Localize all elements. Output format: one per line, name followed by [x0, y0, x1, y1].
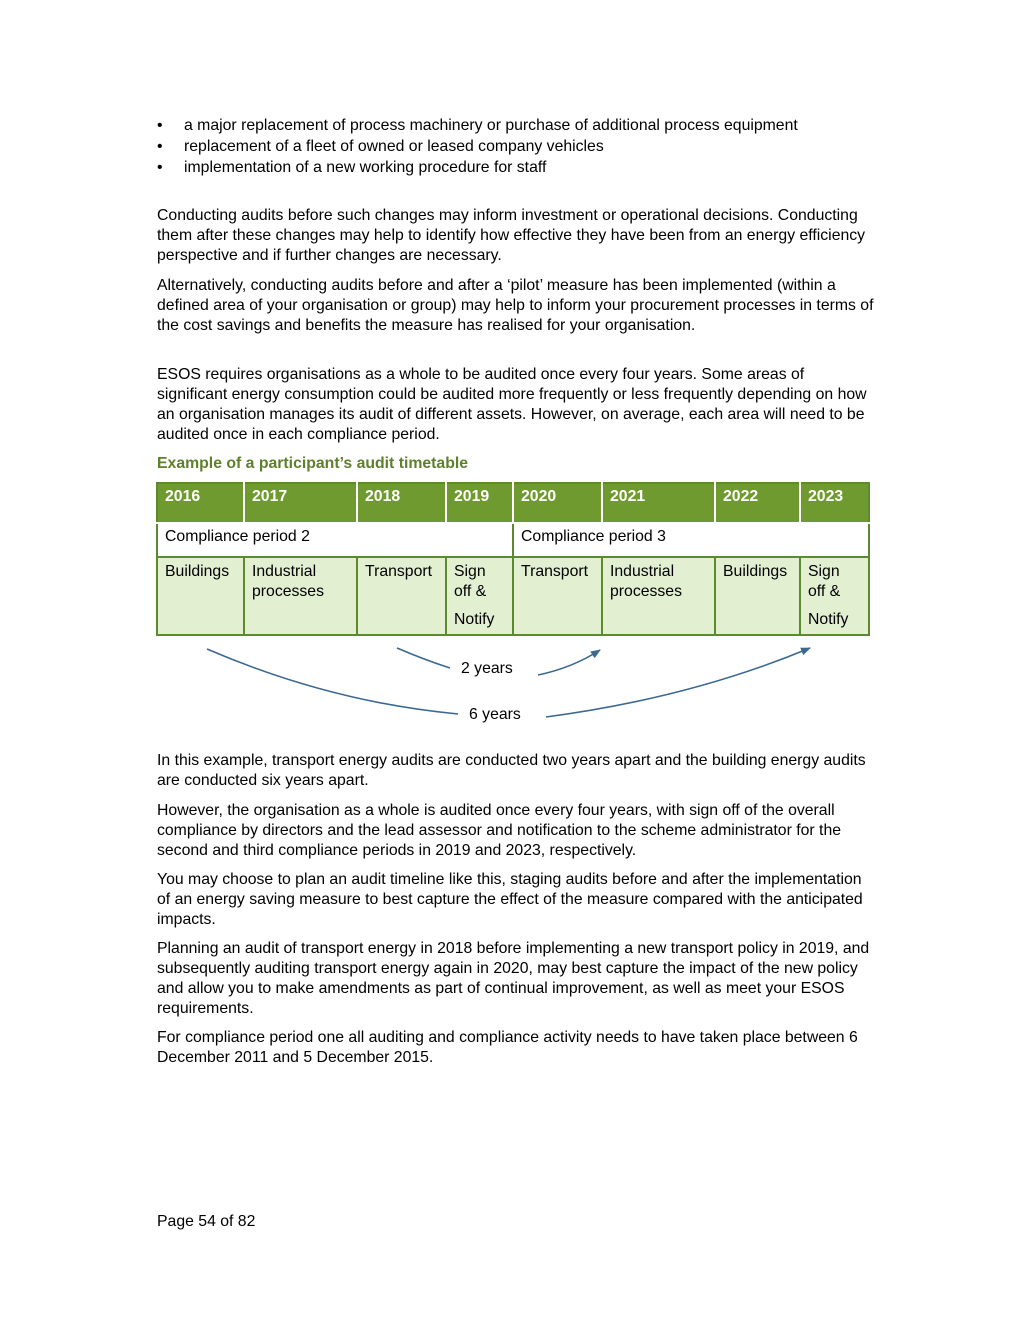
- two-year-arrow-right: [538, 650, 600, 675]
- year-cell: 2017: [244, 483, 357, 523]
- bullet-item: • replacement of a fleet of owned or leased company vehicles: [157, 136, 877, 157]
- two-years-label: 2 years: [461, 660, 513, 677]
- paragraph: Alternatively, conducting audits before and after a ‘pilot’ measure has been implemented (within a defined area of your organisation or group) may help to inform your procurement processes in terms of the cost savings and benefits the measure has realised for your organisation.: [157, 277, 874, 334]
- bullet-list: [157, 115, 877, 178]
- activity-cell: [157, 557, 244, 635]
- activity-text: Sign off &: [808, 563, 841, 600]
- activity-cell: [602, 557, 715, 635]
- year-cell: 2023: [800, 483, 869, 523]
- activity-cell: [715, 557, 800, 635]
- activity-cell: [800, 557, 869, 635]
- year-cell: 2022: [715, 483, 800, 523]
- six-year-arrow-right: [546, 648, 810, 717]
- paragraph: In this example, transport energy audits are conducted two years apart and the building energy audits are conducted six years apart.: [157, 752, 866, 789]
- bullet-item: • a major replacement of process machinery or purchase of additional process equipment: [157, 115, 877, 136]
- year-row: [157, 483, 869, 523]
- page-number: Page 54 of 82: [157, 1213, 256, 1230]
- activity-text: Buildings: [165, 563, 230, 580]
- activity-text: Industrial processes: [610, 563, 682, 600]
- year-cell: 2016: [157, 483, 244, 523]
- six-years-label: 6 years: [469, 706, 521, 723]
- paragraph: Conducting audits before such changes may inform investment or operational decisions. Conducting them after these changes may help to identify how effective they have been from an energy efficiency perspective and if further changes are necessary.: [157, 207, 866, 264]
- activity-cell: [446, 557, 513, 635]
- paragraph: For compliance period one all auditing and compliance activity needs to have taken place between 6 December 2011 and 5 December 2015.: [157, 1029, 858, 1066]
- year-cell: 2019: [446, 483, 513, 523]
- bullet-item: • implementation of a new working procedure for staff: [157, 157, 877, 178]
- paragraph: ESOS requires organisations as a whole to be audited once every four years. Some areas of significant energy consumption could be audited more frequently or less frequently depending on how an organisation manages its audit of different assets. However, on average, each area will need to be audited once in each compliance period.: [157, 366, 867, 443]
- activity-text: Transport: [365, 563, 433, 580]
- activity-cell: [513, 557, 602, 635]
- example-heading: Example of a participant’s audit timetable: [157, 455, 469, 472]
- six-year-arrow-left: [207, 649, 458, 714]
- year-cell: 2018: [357, 483, 446, 523]
- two-year-arrow-left: [397, 648, 450, 668]
- paragraph: You may choose to plan an audit timeline like this, staging audits before and after the implementation of an energy saving measure to best capture the effect of the measure compared with the anticipated impacts.: [157, 871, 863, 928]
- activity-text: Buildings: [723, 563, 788, 580]
- notify-text: Notify: [808, 611, 849, 628]
- audit-timetable: [156, 482, 870, 636]
- year-cell: 2020: [513, 483, 602, 523]
- period-row: [157, 523, 869, 557]
- notify-text: Notify: [454, 611, 495, 628]
- activity-row: [157, 557, 869, 635]
- activity-cell: [357, 557, 446, 635]
- activity-cell: [244, 557, 357, 635]
- period-cell: Compliance period 2: [157, 523, 513, 557]
- year-cell: 2021: [602, 483, 715, 523]
- period-cell: Compliance period 3: [513, 523, 869, 557]
- paragraph: Planning an audit of transport energy in 2018 before implementing a new transport policy in 2019, and subsequently auditing transport energy again in 2020, may best capture the impact of the new policy and allow you to make amendments as part of continual improvement, as well as meet your ESOS requirements.: [157, 940, 870, 1017]
- activity-text: Sign off &: [454, 563, 487, 600]
- paragraph: However, the organisation as a whole is audited once every four years, with sign off of the overall compliance by directors and the lead assessor and notification to the scheme administrator for the second and third compliance periods in 2019 and 2023, respectively.: [157, 802, 842, 859]
- activity-text: Industrial processes: [252, 563, 324, 600]
- activity-text: Transport: [521, 563, 589, 580]
